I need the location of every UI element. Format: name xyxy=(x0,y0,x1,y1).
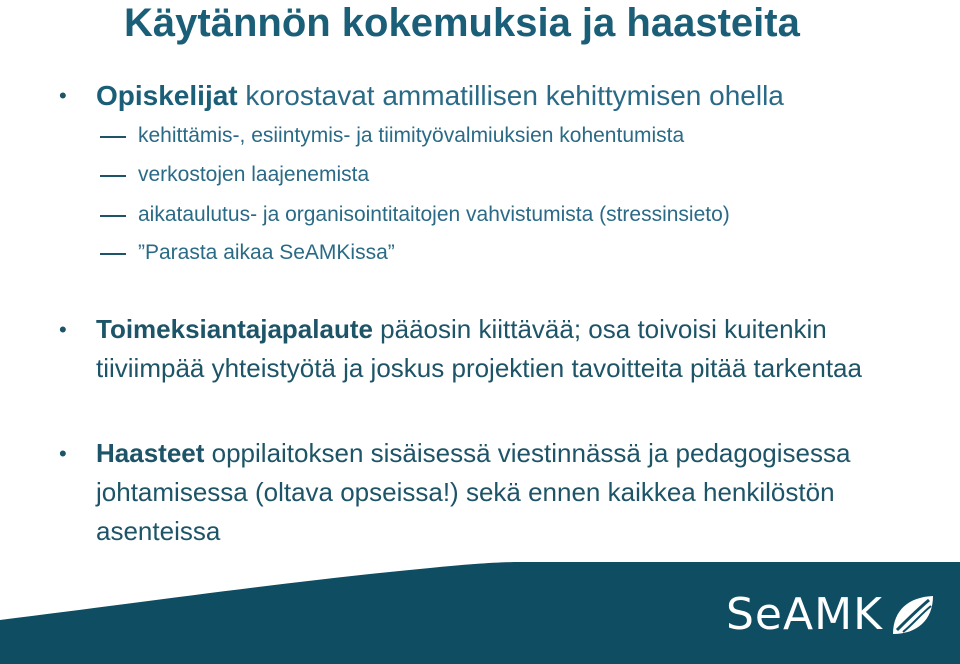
subitem-text: ”Parasta aikaa SeAMKissa” xyxy=(138,241,395,264)
subitem xyxy=(138,123,684,149)
bullet-text: korostavat ammatillisen kehittymisen ohella xyxy=(237,80,784,111)
logo-wordmark: SeAMK xyxy=(726,589,883,640)
slide-title: Käytännön kokemuksia ja haasteita xyxy=(124,1,800,45)
subitem xyxy=(138,202,730,228)
bullet-students xyxy=(59,76,936,115)
bullet-bold-label: Haasteet xyxy=(96,438,205,468)
bullet-dot-icon: • xyxy=(59,441,67,466)
subitem xyxy=(138,162,369,188)
bullet-dot-icon: • xyxy=(59,83,67,108)
bullet-client-feedback xyxy=(59,310,936,388)
bullet-text: pääosin kiittävää; osa toivoisi kuitenkin tiiviimpää yhteistyötä ja joskus projektien tavoitteita pitää tarkentaa xyxy=(96,314,862,383)
dash-icon xyxy=(100,175,126,177)
bullet-challenges xyxy=(59,434,936,551)
leaf-icon xyxy=(889,594,935,636)
bullet-dot-icon: • xyxy=(59,317,67,342)
dash-icon xyxy=(100,136,126,138)
subitem-text: verkostojen laajenemista xyxy=(138,163,370,186)
bullet-bold-label: Toimeksiantajapalaute xyxy=(96,314,373,344)
dash-icon xyxy=(100,253,126,255)
subitem xyxy=(138,240,395,266)
subitem-text: kehittämis-, esiintymis- ja tiimityövalmiuksien kohentumista xyxy=(138,124,685,147)
bullet-text: oppilaitoksen sisäisessä viestinnässä ja pedagogisessa johtamisessa (oltava opseissa!) sekä ennen kaikkea henkilöstön asenteissa xyxy=(96,438,851,546)
seamk-logo xyxy=(726,588,935,642)
dash-icon xyxy=(100,215,126,217)
subitem-text: aikataulutus- ja organisointitaitojen vahvistumista (stressinsieto) xyxy=(138,203,730,226)
bullet-bold-label: Opiskelijat xyxy=(96,80,238,111)
